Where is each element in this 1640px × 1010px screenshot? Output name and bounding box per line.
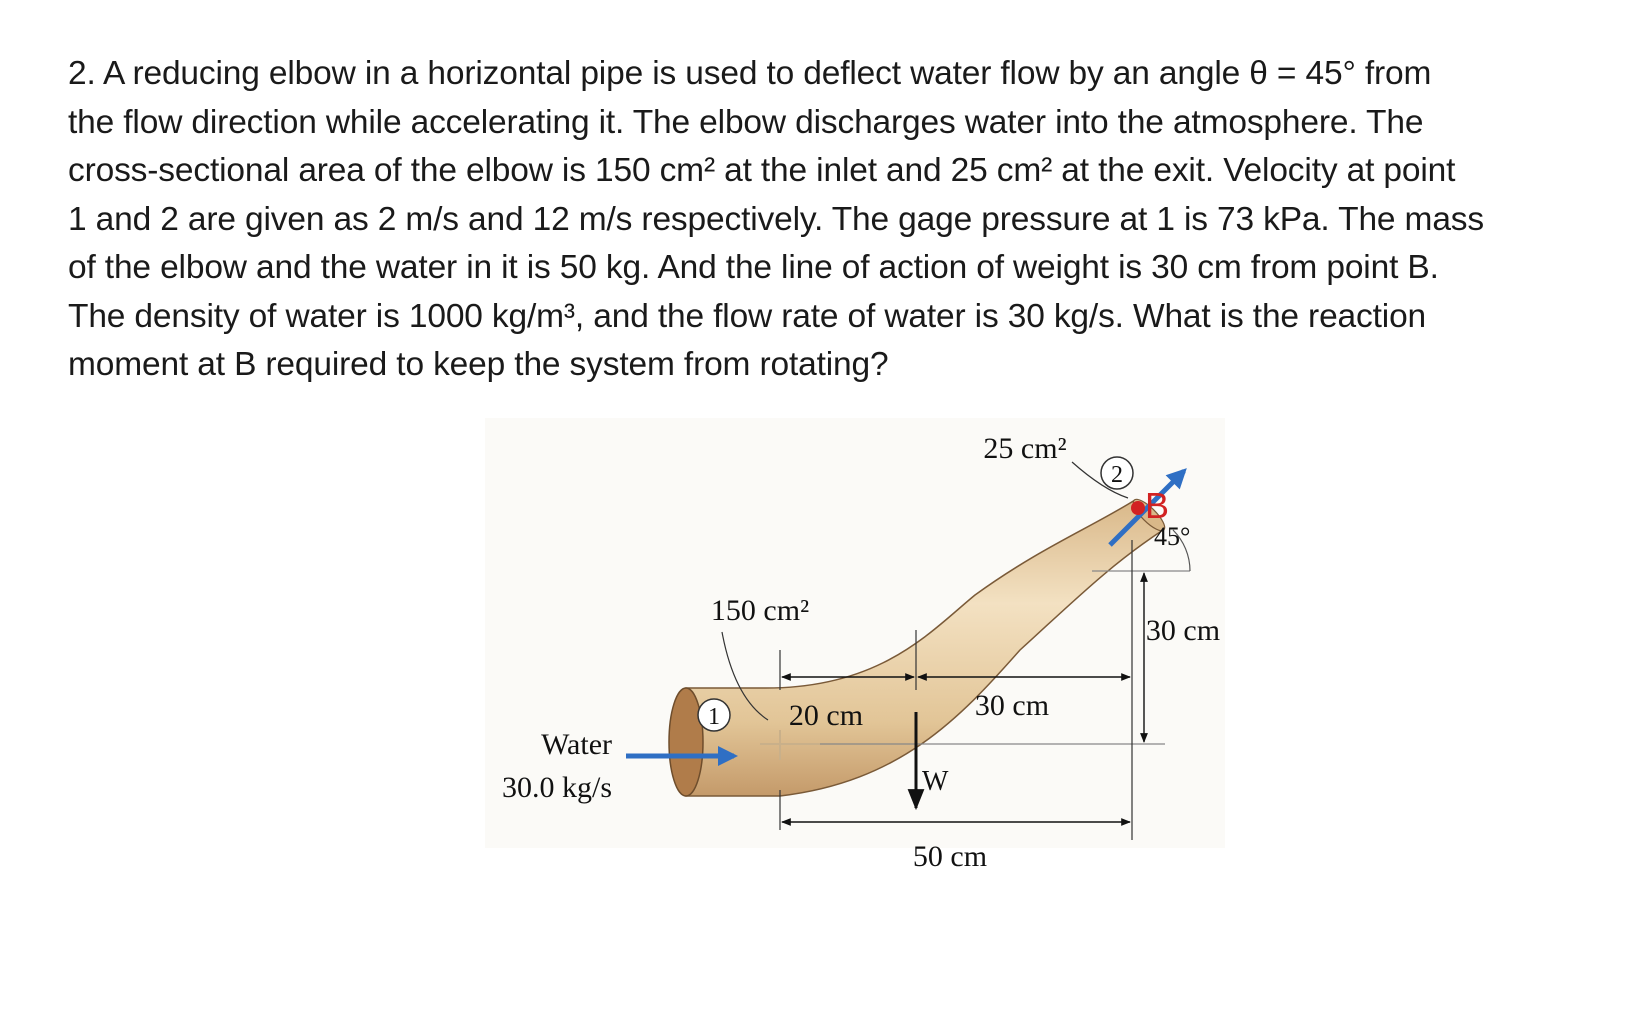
point-1-label: 1	[708, 704, 720, 730]
point-b-label: B	[1145, 485, 1170, 526]
problem-line: 2. A reducing elbow in a horizontal pipe is used to deflect water flow by an angle θ = 45° from	[68, 55, 1432, 92]
weight-label: W	[922, 766, 949, 797]
problem-line: of the elbow and the water in it is 50 kg. And the line of action of weight is 30 cm from point B.	[68, 249, 1439, 286]
dimension-20cm-label: 20 cm	[788, 699, 864, 732]
problem-line: the flow direction while accelerating it. The elbow discharges water into the atmosphere. The	[68, 103, 1424, 141]
inlet-opening	[669, 688, 703, 796]
point-b-marker	[1131, 501, 1145, 515]
dimension-50cm-label: 50 cm	[912, 840, 988, 873]
exit-area-label: 25 cm²	[983, 432, 1067, 465]
dimension-30cm-vertical-label: 30 cm	[1145, 614, 1221, 647]
water-label: Water	[541, 728, 612, 761]
inlet-area-label: 150 cm²	[710, 594, 810, 627]
angle-label: 45°	[1154, 522, 1191, 551]
point-2-label: 2	[1111, 462, 1123, 488]
flow-rate-label: 30.0 kg/s	[501, 771, 612, 804]
problem-line: 1 and 2 are given as 2 m/s and 12 m/s respectively. The gage pressure at 1 is 73 kPa. The mass	[68, 200, 1484, 238]
problem-line: The density of water is 1000 kg/m³, and the flow rate of water is 30 kg/s. What is the reaction	[68, 297, 1427, 335]
dimension-30cm-horizontal-label: 30 cm	[974, 689, 1050, 722]
problem-line: moment at B required to keep the system from rotating?	[68, 346, 889, 383]
problem-line: cross-sectional area of the elbow is 150 cm² at the inlet and 25 cm² at the exit. Velocity at point	[68, 152, 1456, 189]
